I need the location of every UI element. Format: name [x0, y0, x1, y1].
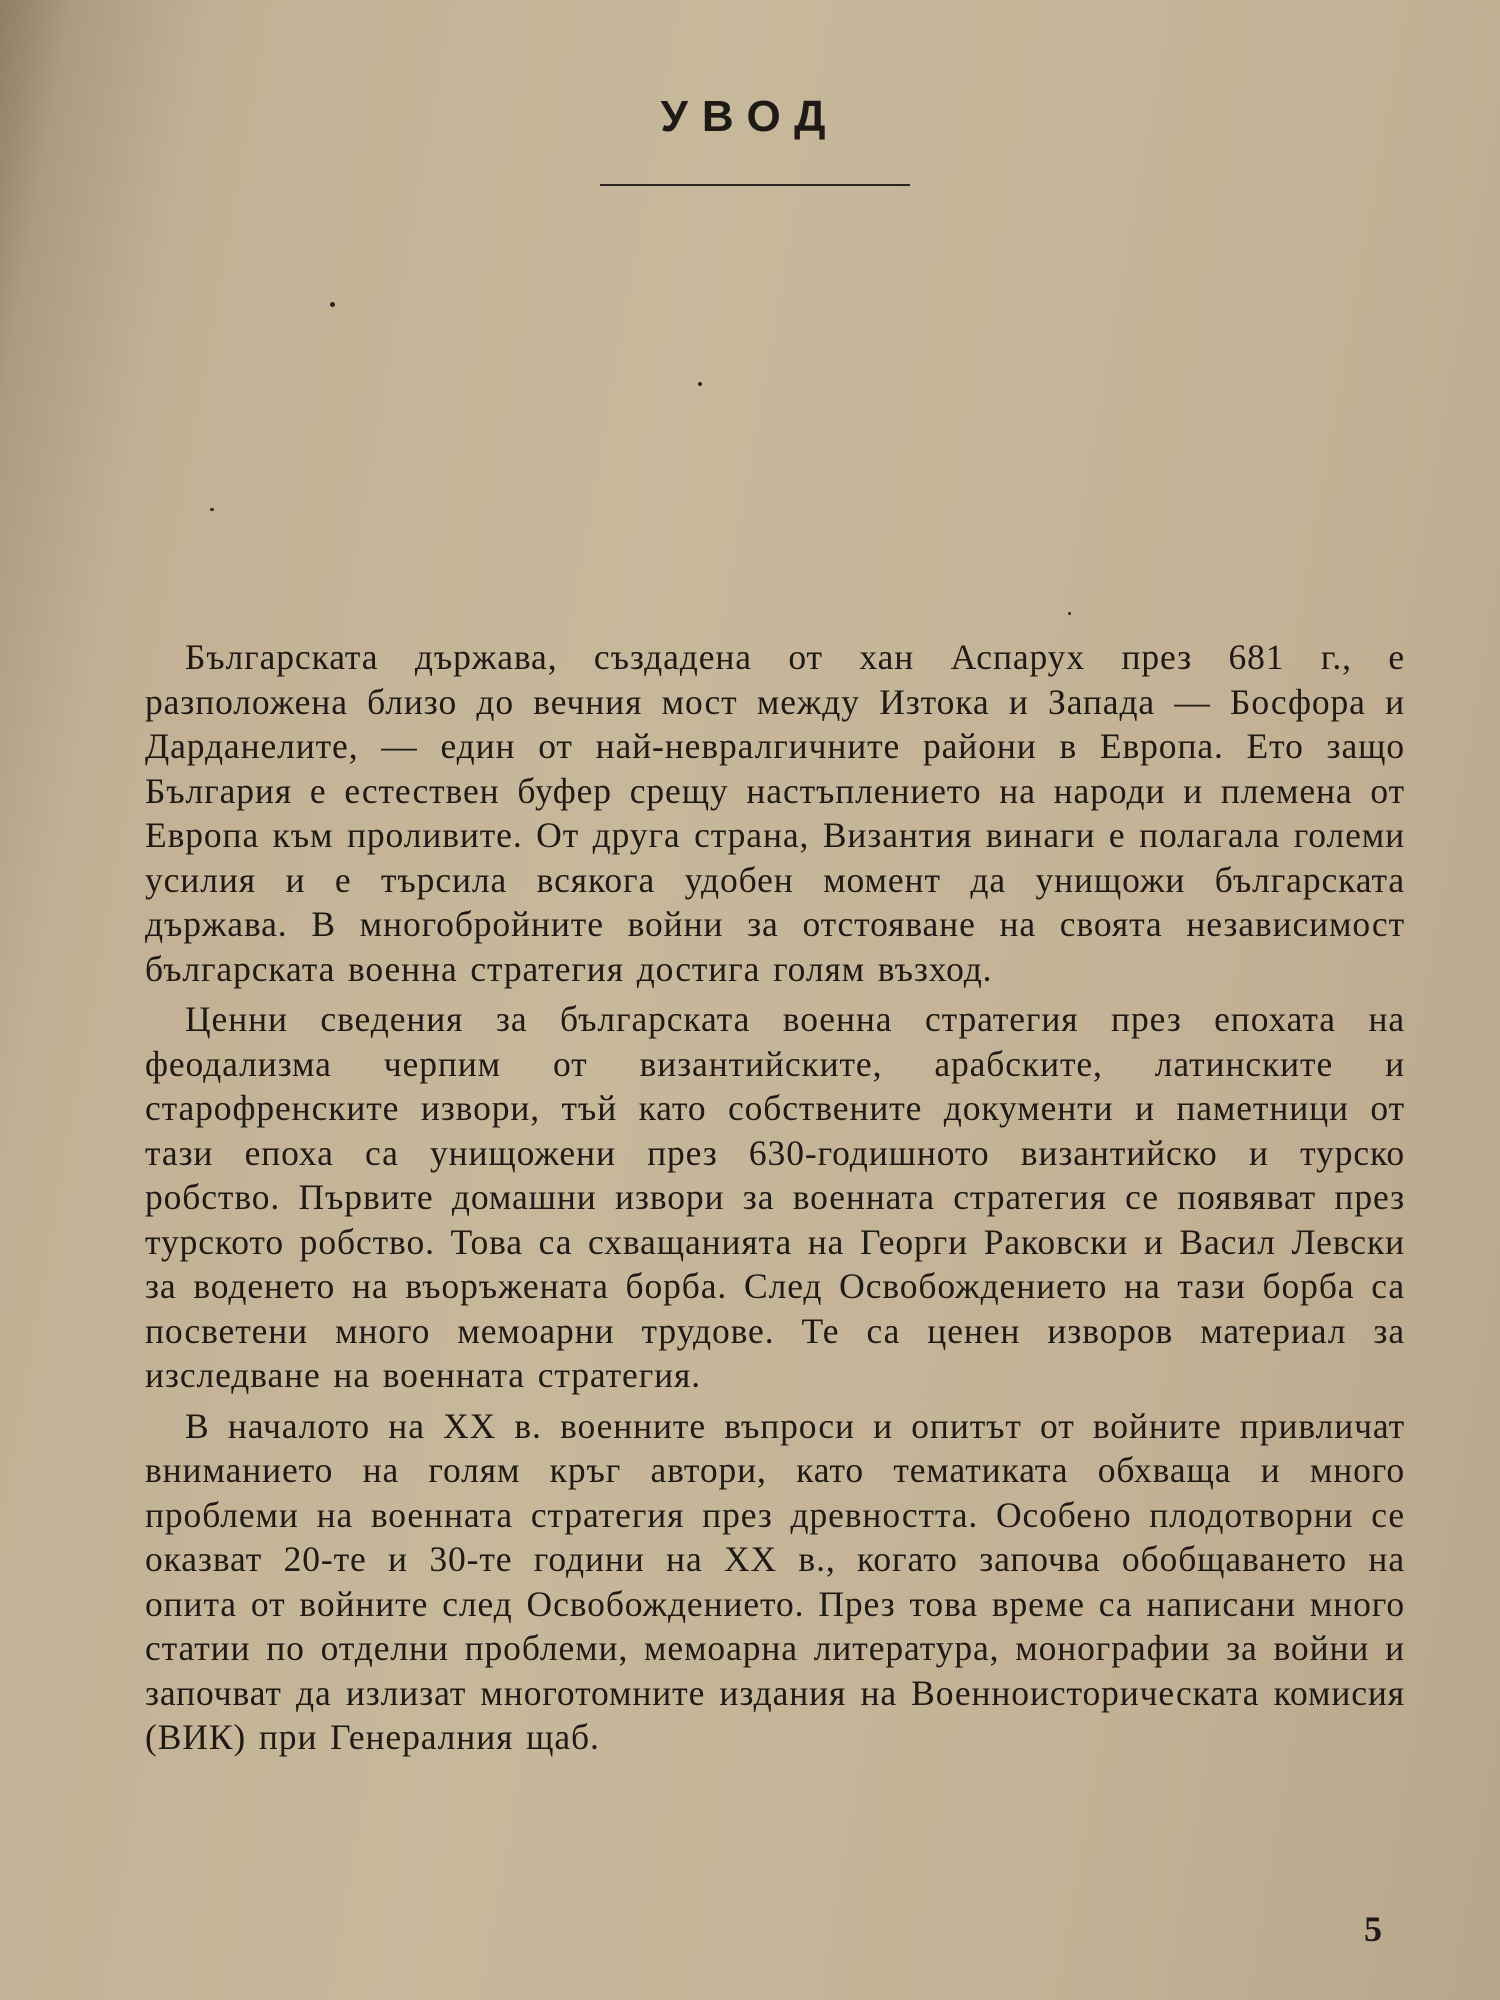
ink-speck	[1068, 612, 1071, 615]
title-underline	[600, 184, 910, 186]
ink-speck	[698, 382, 702, 386]
ink-speck	[330, 302, 335, 307]
ink-speck	[210, 508, 214, 511]
chapter-title: УВОД	[660, 92, 840, 141]
page-number: 5	[1364, 1909, 1382, 1949]
paragraph: Българската държава, създадена от хан Аспарух през 681 г., е разположена близо до вечния мост между Изтока и Запада — Босфора и Дарданелите, — един от най-невралгичните райони в Европа. Ето защо България е естествен буфер срещу настъплението на народи и племена от Европа към проливите. От друга страна, Византия винаги е полагала големи усилия и е търсила всякога удобен момент да унищожи българската държава. В многобройните войни за отстояване на своята независимост българската военна стратегия достига голям възход.	[145, 637, 1405, 989]
paragraph: В началото на XX в. военните въпроси и опитът от войните привличат вниманието на голям кръг автори, като тематиката обхваща и много проблеми на военната стратегия през древността. Особено плодотворни се оказват 20-те и 30-те години на XX в., когато започва обобщаването на опита от войните след Освобождението. През това време са написани много статии по отделни проблеми, мемоарна литература, монографии за войни и започват да излизат многотомните издания на Военноисторическата комисия (ВИК) при Генералния щаб.	[145, 1405, 1405, 1757]
paragraph: Ценни сведения за българската военна стратегия през епохата на феодализма черпим от византийските, арабските, латинските и старофренските извори, тъй като собствените документи и паметници от тази епоха са унищожени през 630-годишното византийско и турско робство. Първите домашни извори за военната стратегия се появяват през турското робство. Това са схващанията на Георги Раковски и Васил Левски за воденето на въоръжената борба. След Освобождението на тази борба са посветени много мемоарни трудове. Те са ценен изворов материал за изследване на военната стратегия.	[145, 999, 1405, 1395]
main-text	[145, 635, 1405, 1766]
